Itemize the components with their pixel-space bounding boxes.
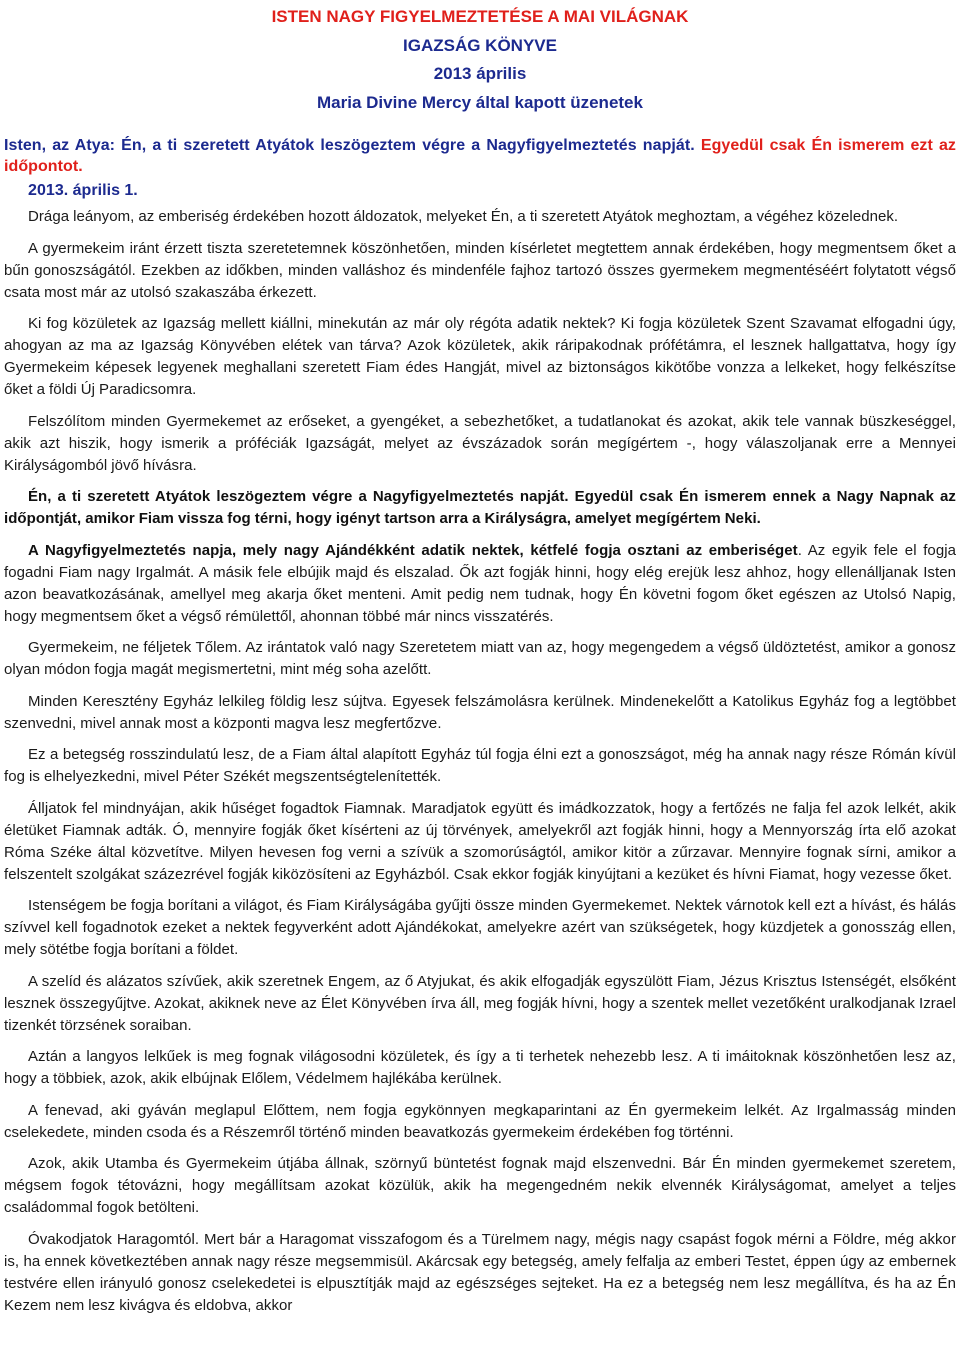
issue-date: 2013 április <box>433 64 527 83</box>
paragraph: A fenevad, aki gyáván meglapul Előttem, nem fogja egykönnyen megkaparintani az Én gyermekeim lelkét. Az Irgalmasság minden cselekedete, minden csoda és a Részemről történő minden beavatkozás gyermekeim érdekében fog történni. <box>4 1101 956 1141</box>
book-title: IGAZSÁG KÖNYVE <box>403 35 557 55</box>
paragraph: Azok, akik Utamba és Gyermekeim útjába állnak, szörnyű büntetést fognak majd elszenvedni. Bár Én minden gyermekemet szeretem, mégsem fogok tétovázni, hogy megállítsam azokat közülük, akik ha megengedném nekik elvennék Királyságomat, amelyet a teljes családommal fogok betölteni. <box>4 1155 956 1216</box>
source-line: Maria Divine Mercy által kapott üzenetek <box>317 92 643 112</box>
paragraph: Istenségem be fogja borítani a világot, és Fiam Királyságába gyűjti össze minden Gyermekemet. Nektek várnotok kell ezt a hívást, és hálás szívvel kell fogadnotok ezeket a nektek fegyverként adott Ajándékokat, amelyekre azért van szükségetek, hogy küzdjetek a gonosszág ellen, mely sötétbe fogja borítani a földet. <box>4 897 956 958</box>
paragraph: Gyermekeim, ne féljetek Tőlem. Az irántatok való nagy Szeretetem miatt van az, hogy megengedem a végső üldöztetést, amikor a gonosz olyan módon fogja magát megismertetni, mint még soha azelőtt. <box>4 639 956 678</box>
paragraph: Aztán a langyos lelkűek is meg fognak világosodni közületek, és így a ti terhetek nehezebb lesz. A ti imáitoknak köszönhetően lesz az, hogy a többiek, azok, akik elbújnak Előlem, Védelmem hajlékába kerülnek. <box>4 1048 956 1087</box>
message-heading-highlight: Egyedül csak Én ismerem ezt az időpontot. <box>4 137 956 175</box>
paragraph: Óvakodjatok Haragomtól. Mert bár a Haragomat visszafogom és a Türelmem nagy, mégis nagy csapást fogok mérni a Földre, még akkor is, ha ennek következtében annak nagy része megsemmisül. Akárcsak egy betegség, amely felfalja az emberi Testet, éppen úgy az embernek testvére ellen irányuló gonosz cselekedetei is elpusztítják majd az egészséges sejteket. Ha ez a betegség nem lesz megállítva, és ha az Én Kezem nem lesz kivágva és eldobva, akkor <box>4 1230 956 1314</box>
message-heading <box>4 135 956 177</box>
message-heading-main: Isten, az Atya: Én, a ti szeretett Atyátok leszögeztem végre a Nagyfigyelmeztetés napját. <box>4 137 701 154</box>
paragraph-rest: . Az egyik fele el fogja fogadni Fiam nagy Irgalmát. A másik fele elbújik majd és elszalad. Ők azt fogják hinni, hogy elég erejük lesz ahhoz, hogy ellenálljanak Isten azon beavatkozásának, amellyel meg akarja őket menteni. Amit pedig nem tudnak, hogy Én követni fogom őket egészen az Utolsó Napig, hogy megmentsem őket a végső rémülettől, ahonnan többé már nincs visszatérés. <box>4 541 956 625</box>
paragraph <box>4 540 956 628</box>
paragraph: Drága leányom, az emberiség érdekében hozott áldozatok, melyeket Én, a ti szeretett Atyátok meghoztam, a végéhez közelednek. <box>28 208 899 225</box>
paragraph: Ez a betegség rosszindulatú lesz, de a Fiam által alapított Egyház túl fogja élni ezt a gonoszságot, még ha annak nagy része Rómán kívül fog is elhelyezkedni, mivel Péter Székét megszentségtelenítették. <box>4 746 956 785</box>
paragraph: A szelíd és alázatos szívűek, akik szeretnek Engem, az ő Atyjukat, és akik elfogadják egyszülött Fiam, Jézus Krisztus Istenségét, elsőként lesznek összegyűjtve. Azokat, akiknek neve az Élet Könyvében írva áll, meg fogják hívni, hogy a szentek mellet vezetőként uralkodjanak Izrael tizenkét törzsének soraiban. <box>4 972 956 1034</box>
paragraph: Felszólítom minden Gyermekemet az erőseket, a gyengéket, a sebezhetőket, a tudatlanokat és azokat, akik tele vannak büszkeséggel, akik azt hiszik, hogy ismerik a próféciák Igazságát, melyet az évszázadok során megígértem -, hogy válaszoljanak erre a Mennyei Királyságomból jövő hívásra. <box>4 412 956 474</box>
message-body <box>0 135 960 1317</box>
paragraph: Ki fog közületek az Igazság mellett kiállni, minekután az már oly régóta adatik nektek? Ki fogja közületek Szent Szavamat elfogadni úgy, ahogyan az ma az Igazság Könyvében elétek van tárva? Azok közületek, akik ráripakodnak prófétámra, el lesznek hallgattatva, hogy így Gyermekeim képesek legyenek meghallani szeretett Fiam édes Hangját, mivel az biztonságos kikötőbe vonzza a lelkeket, hogy felkészítse őket a földi Új Paradicsomra. <box>4 315 956 398</box>
paragraph: Álljatok fel mindnyájan, akik hűséget fogadtok Fiamnak. Maradjatok együtt és imádkozzatok, hogy a fertőzés ne falja fel azok lelkét, akik életüket Fiamnak adták. Ó, mennyire fogják őket kísérteni az új törvények, amelyekről azt fogják hinni, hogy a Mennyország írta elő azokat Róma Széke által közvetítve. Milyen hevesen fog verni a szívük a szomorúságtól, amikor kitör a zűrzavar. Mennyire fognak sírni, amikor a felszentelt szolgákat százezrével fogják kiközösíteni az Egyházból. Csak ekkor fogják kinyújtani a kezüket és hívni Fiamat, hogy vezesse őket. <box>4 799 956 883</box>
paragraph-bold: Én, a ti szeretett Atyátok leszögeztem végre a Nagyfigyelmeztetés napját. Egyedül csak Én ismerem ennek a Nagy Napnak az időpontját, amikor Fiam vissza fog térni, hogy igényt tartson arra a Királyságra, amelyet megígértem Neki. <box>4 488 956 527</box>
paragraph-bold-lead: A Nagyfigyelmeztetés napja, mely nagy Ajándékként adatik nektek, kétfelé fogja osztani az emberiséget <box>28 541 798 559</box>
paragraph: A gyermekeim iránt érzett tiszta szeretetemnek köszönhetően, minden kísérletet megtettem annak érdekében, hogy megmentsem őket a bűn gonoszságától. Ezekben az időkben, minden valláshoz és mindenféle fajhoz tartozó összes gyermekem megmentéséért folytatott végső csata most már az utolsó szakaszába érkezett. <box>4 239 956 301</box>
message-dateline: 2013. április 1. <box>28 182 138 199</box>
document-title: ISTEN NAGY FIGYELMEZTETÉSE A MAI VILÁGNAK <box>271 7 689 26</box>
paragraph: Minden Keresztény Egyház lelkileg földig lesz sújtva. Egyesek felszámolásra kerülnek. Mindenekelőtt a Katolikus Egyház fog a legtöbbet szenvedni, mivel annak most a központi magva lesz megfertőzve. <box>4 692 956 732</box>
